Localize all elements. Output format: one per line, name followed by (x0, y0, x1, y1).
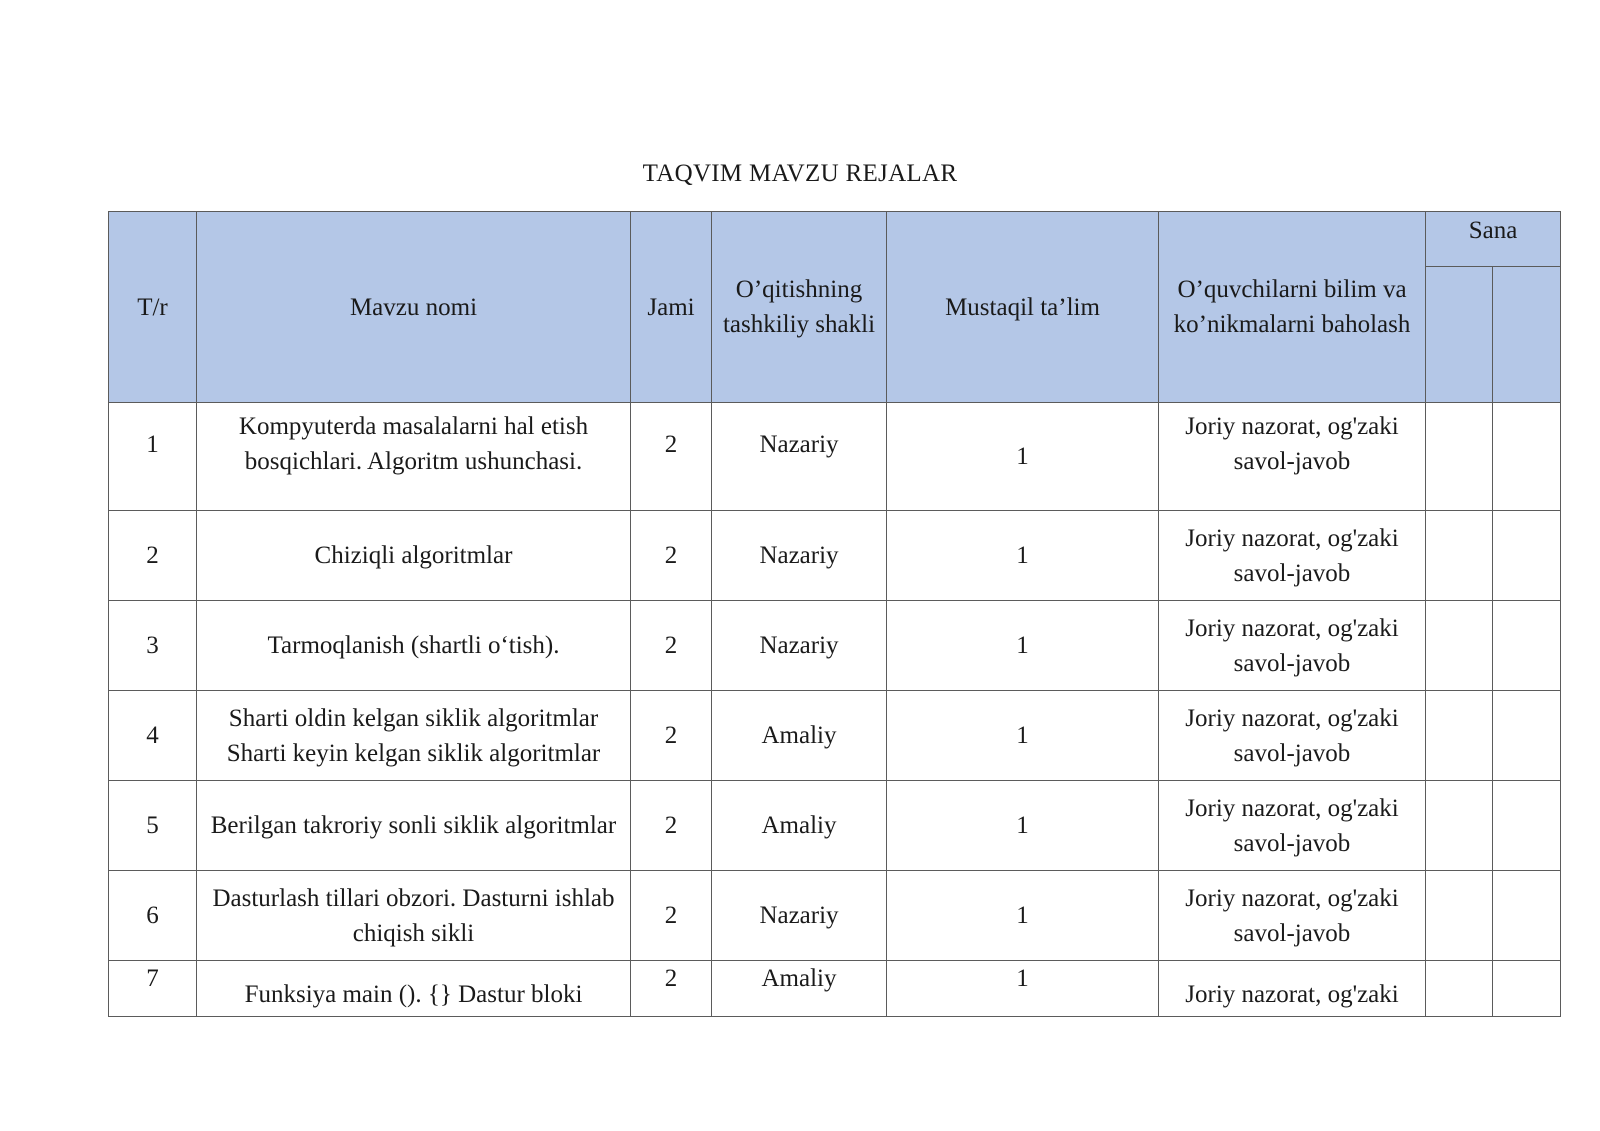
row-total: 2 (631, 601, 712, 691)
row-topic: Kompyuterda masalalarni hal etish bosqichlari. Algoritm ushunchasi. (197, 403, 631, 511)
row-num: 4 (109, 691, 197, 781)
row-date-2 (1493, 691, 1561, 781)
header-date-sub-2 (1493, 267, 1561, 403)
row-independent: 1 (887, 691, 1159, 781)
row-date-1 (1426, 601, 1493, 691)
row-topic: Chiziqli algoritmlar (197, 511, 631, 601)
row-date-1 (1426, 511, 1493, 601)
row-total: 2 (631, 511, 712, 601)
header-num: T/r (109, 212, 197, 403)
row-date-2 (1493, 961, 1561, 1017)
row-num: 5 (109, 781, 197, 871)
row-num: 2 (109, 511, 197, 601)
row-num: 7 (109, 961, 197, 1017)
header-topic: Mavzu nomi (197, 212, 631, 403)
row-date-2 (1493, 511, 1561, 601)
row-topic: Sharti oldin kelgan siklik algoritmlar Sharti keyin kelgan siklik algoritmlar (197, 691, 631, 781)
row-num: 1 (109, 403, 197, 511)
row-date-1 (1426, 691, 1493, 781)
header-date-sub-1 (1426, 267, 1493, 403)
row-num: 3 (109, 601, 197, 691)
page-title: TAQVIM MAVZU REJALAR (642, 160, 958, 187)
row-form: Amaliy (712, 961, 887, 1017)
row-independent: 1 (887, 871, 1159, 961)
table-row (109, 871, 1561, 961)
row-independent: 1 (887, 601, 1159, 691)
row-independent: 1 (887, 961, 1159, 1017)
row-assessment: Joriy nazorat, og'zaki (1159, 961, 1426, 1017)
header-total: Jami (631, 212, 712, 403)
row-date-2 (1493, 403, 1561, 511)
header-independent: Mustaqil ta’lim (887, 212, 1159, 403)
row-total: 2 (631, 961, 712, 1017)
row-total: 2 (631, 691, 712, 781)
row-assessment: Joriy nazorat, og'zaki savol-javob (1159, 871, 1426, 961)
table-row (109, 601, 1561, 691)
row-form: Amaliy (712, 781, 887, 871)
row-date-2 (1493, 871, 1561, 961)
row-independent: 1 (887, 781, 1159, 871)
row-topic: Tarmoqlanish (shartli o‘tish). (197, 601, 631, 691)
row-independent: 1 (887, 403, 1159, 511)
row-form: Amaliy (712, 691, 887, 781)
table-row (109, 511, 1561, 601)
row-date-1 (1426, 961, 1493, 1017)
row-date-1 (1426, 871, 1493, 961)
table-row (109, 691, 1561, 781)
row-date-2 (1493, 601, 1561, 691)
row-form: Nazariy (712, 511, 887, 601)
row-form: Nazariy (712, 871, 887, 961)
row-num: 6 (109, 871, 197, 961)
row-assessment: Joriy nazorat, og'zaki savol-javob (1159, 601, 1426, 691)
row-independent: 1 (887, 511, 1159, 601)
row-assessment: Joriy nazorat, og'zaki savol-javob (1159, 403, 1426, 511)
header-form: O’qitishning tashkiliy shakli (712, 212, 887, 403)
row-assessment: Joriy nazorat, og'zaki savol-javob (1159, 511, 1426, 601)
row-form: Nazariy (712, 403, 887, 511)
row-assessment: Joriy nazorat, og'zaki savol-javob (1159, 691, 1426, 781)
header-date-label: Sana (1468, 217, 1518, 244)
row-date-2 (1493, 781, 1561, 871)
row-total: 2 (631, 781, 712, 871)
row-topic: Funksiya main (). {} Dastur bloki (197, 961, 631, 1017)
row-total: 2 (631, 403, 712, 511)
row-form: Nazariy (712, 601, 887, 691)
header-assessment: O’quvchilarni bilim va ko’nikmalarni baholash (1159, 212, 1426, 403)
header-date (1426, 212, 1561, 267)
schedule-table (108, 211, 1561, 1017)
table-row (109, 781, 1561, 871)
row-date-1 (1426, 403, 1493, 511)
row-topic: Dasturlash tillari obzori. Dasturni ishlab chiqish sikli (197, 871, 631, 961)
table-row (109, 403, 1561, 511)
table-row (109, 961, 1561, 1017)
row-date-1 (1426, 781, 1493, 871)
row-total: 2 (631, 871, 712, 961)
row-topic: Berilgan takroriy sonli siklik algoritmlar (197, 781, 631, 871)
row-assessment: Joriy nazorat, og'zaki savol-javob (1159, 781, 1426, 871)
